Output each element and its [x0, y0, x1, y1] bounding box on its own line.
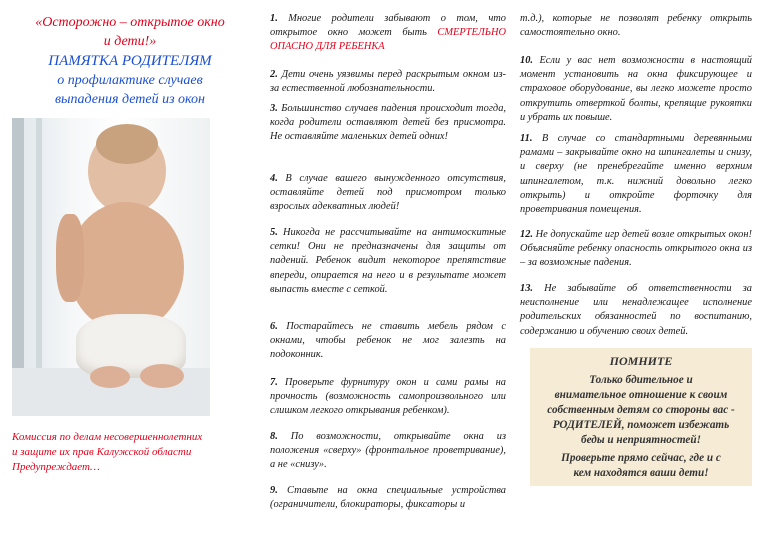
remember-box — [530, 348, 752, 486]
remember-line: внимательное отношение к своим — [554, 389, 728, 401]
title-warning-line1: «Осторожно – открытое окно — [35, 15, 225, 30]
advice-item-2: 2. Дети очень уязвимы перед раскрытым окном из-за естественной любознательности. — [270, 69, 506, 95]
advice-item-10: 10. Если у вас нет возможности в настоящий момент установить на окна фиксирующее и страховое оборудование, вы легко можете просто открутить отверткой болты, крепящие рукоятки и убрать их повыше. — [520, 55, 752, 123]
advice-item-5: 5. Никогда не рассчитывайте на антимоскитные сетки! Они не предназначены для защиты от падений. Ребенок видит некоторое препятствие впереди, опирается на него и в результате может выпасть вместе с сеткой. — [270, 227, 506, 295]
remember-line: Проверьте прямо сейчас, где и с — [561, 452, 721, 464]
remember-line: беды и неприятностей! — [581, 434, 701, 446]
left-panel — [0, 0, 262, 533]
subtitle-line1: о профилактике случаев — [57, 73, 203, 88]
subtitle-line2: выпадения детей из окон — [54, 92, 205, 107]
advice-item-1: 1. Многие родители забывают о том, что открытое окно может быть СМЕРТЕЛЬНО ОПАСНО ДЛЯ РЕБЕНКА — [270, 13, 506, 53]
advice-item-11: 11. В случае со стандартными деревянными рамами – закрывайте окно на шпингалеты и снизу, и сверху (не пренебрегайте именно верхним шпингалетом, т.к. нижний довольно легко открыть) и откройте форточку для проветривания помещения. — [520, 133, 752, 216]
advice-item-4: 4. В случае вашего вынужденного отсутствия, оставляйте детей под присмотром только взрослых адекватных людей! — [270, 173, 506, 213]
commission-line2: и защите их прав Калужской области — [12, 446, 192, 458]
commission-line3: Предупреждает… — [12, 461, 100, 473]
remember-line: Только бдительное и — [589, 374, 693, 386]
advice-item-9: 9. Ставьте на окна специальные устройства (ограничители, блокираторы, фиксаторы и — [270, 485, 506, 511]
advice-item-6: 6. Постарайтесь не ставить мебель рядом с окнами, чтобы ребенок не мог залезть на подоконник. — [270, 321, 506, 361]
advice-item-9-continued: т.д.), которые не позволят ребенку открыть самостоятельно окно. — [520, 13, 752, 39]
remember-heading: ПОМНИТЕ — [609, 354, 673, 368]
advice-item-13: 13. Не забывайте об ответственности за неисполнение или ненадлежащее исполнение родительских обязанностей по воспитанию, содержанию и обучению своих детей. — [520, 283, 752, 337]
remember-line: собственным детям со стороны вас - — [547, 404, 735, 416]
remember-line: РОДИТЕЛЕЙ, поможет избежать — [552, 419, 730, 431]
advice-item-12: 12. Не допускайте игр детей возле открытых окон! Объясняйте ребенку опасность открытого окна из – за возможные падения. — [520, 229, 752, 269]
title-warning-line2: и дети!» — [103, 34, 157, 49]
commission-note — [12, 430, 232, 475]
advice-item-7: 7. Проверьте фурнитуру окон и сами рамы на прочность (возможность самопроизвольного или слишком легкого открывания ребенком). — [270, 377, 506, 417]
title-memo: ПАМЯТКА РОДИТЕЛЯМ — [48, 53, 212, 69]
baby-at-window-photo — [12, 118, 210, 416]
advice-item-3: 3. Большинство случаев падения происходит тогда, когда родители оставляют детей без присмотра. Не оставляйте маленьких детей одних! — [270, 103, 506, 143]
remember-line: кем находятся ваши дети! — [573, 467, 709, 479]
commission-line1: Комиссия по делам несовершеннолетних — [12, 431, 203, 443]
danger-highlight: СМЕРТЕЛЬНО ОПАСНО ДЛЯ РЕБЕНКА — [270, 27, 506, 53]
advice-item-8: 8. По возможности, открывайте окна из положения «сверху» (фронтальное проветривание), а не «снизу». — [270, 431, 506, 471]
